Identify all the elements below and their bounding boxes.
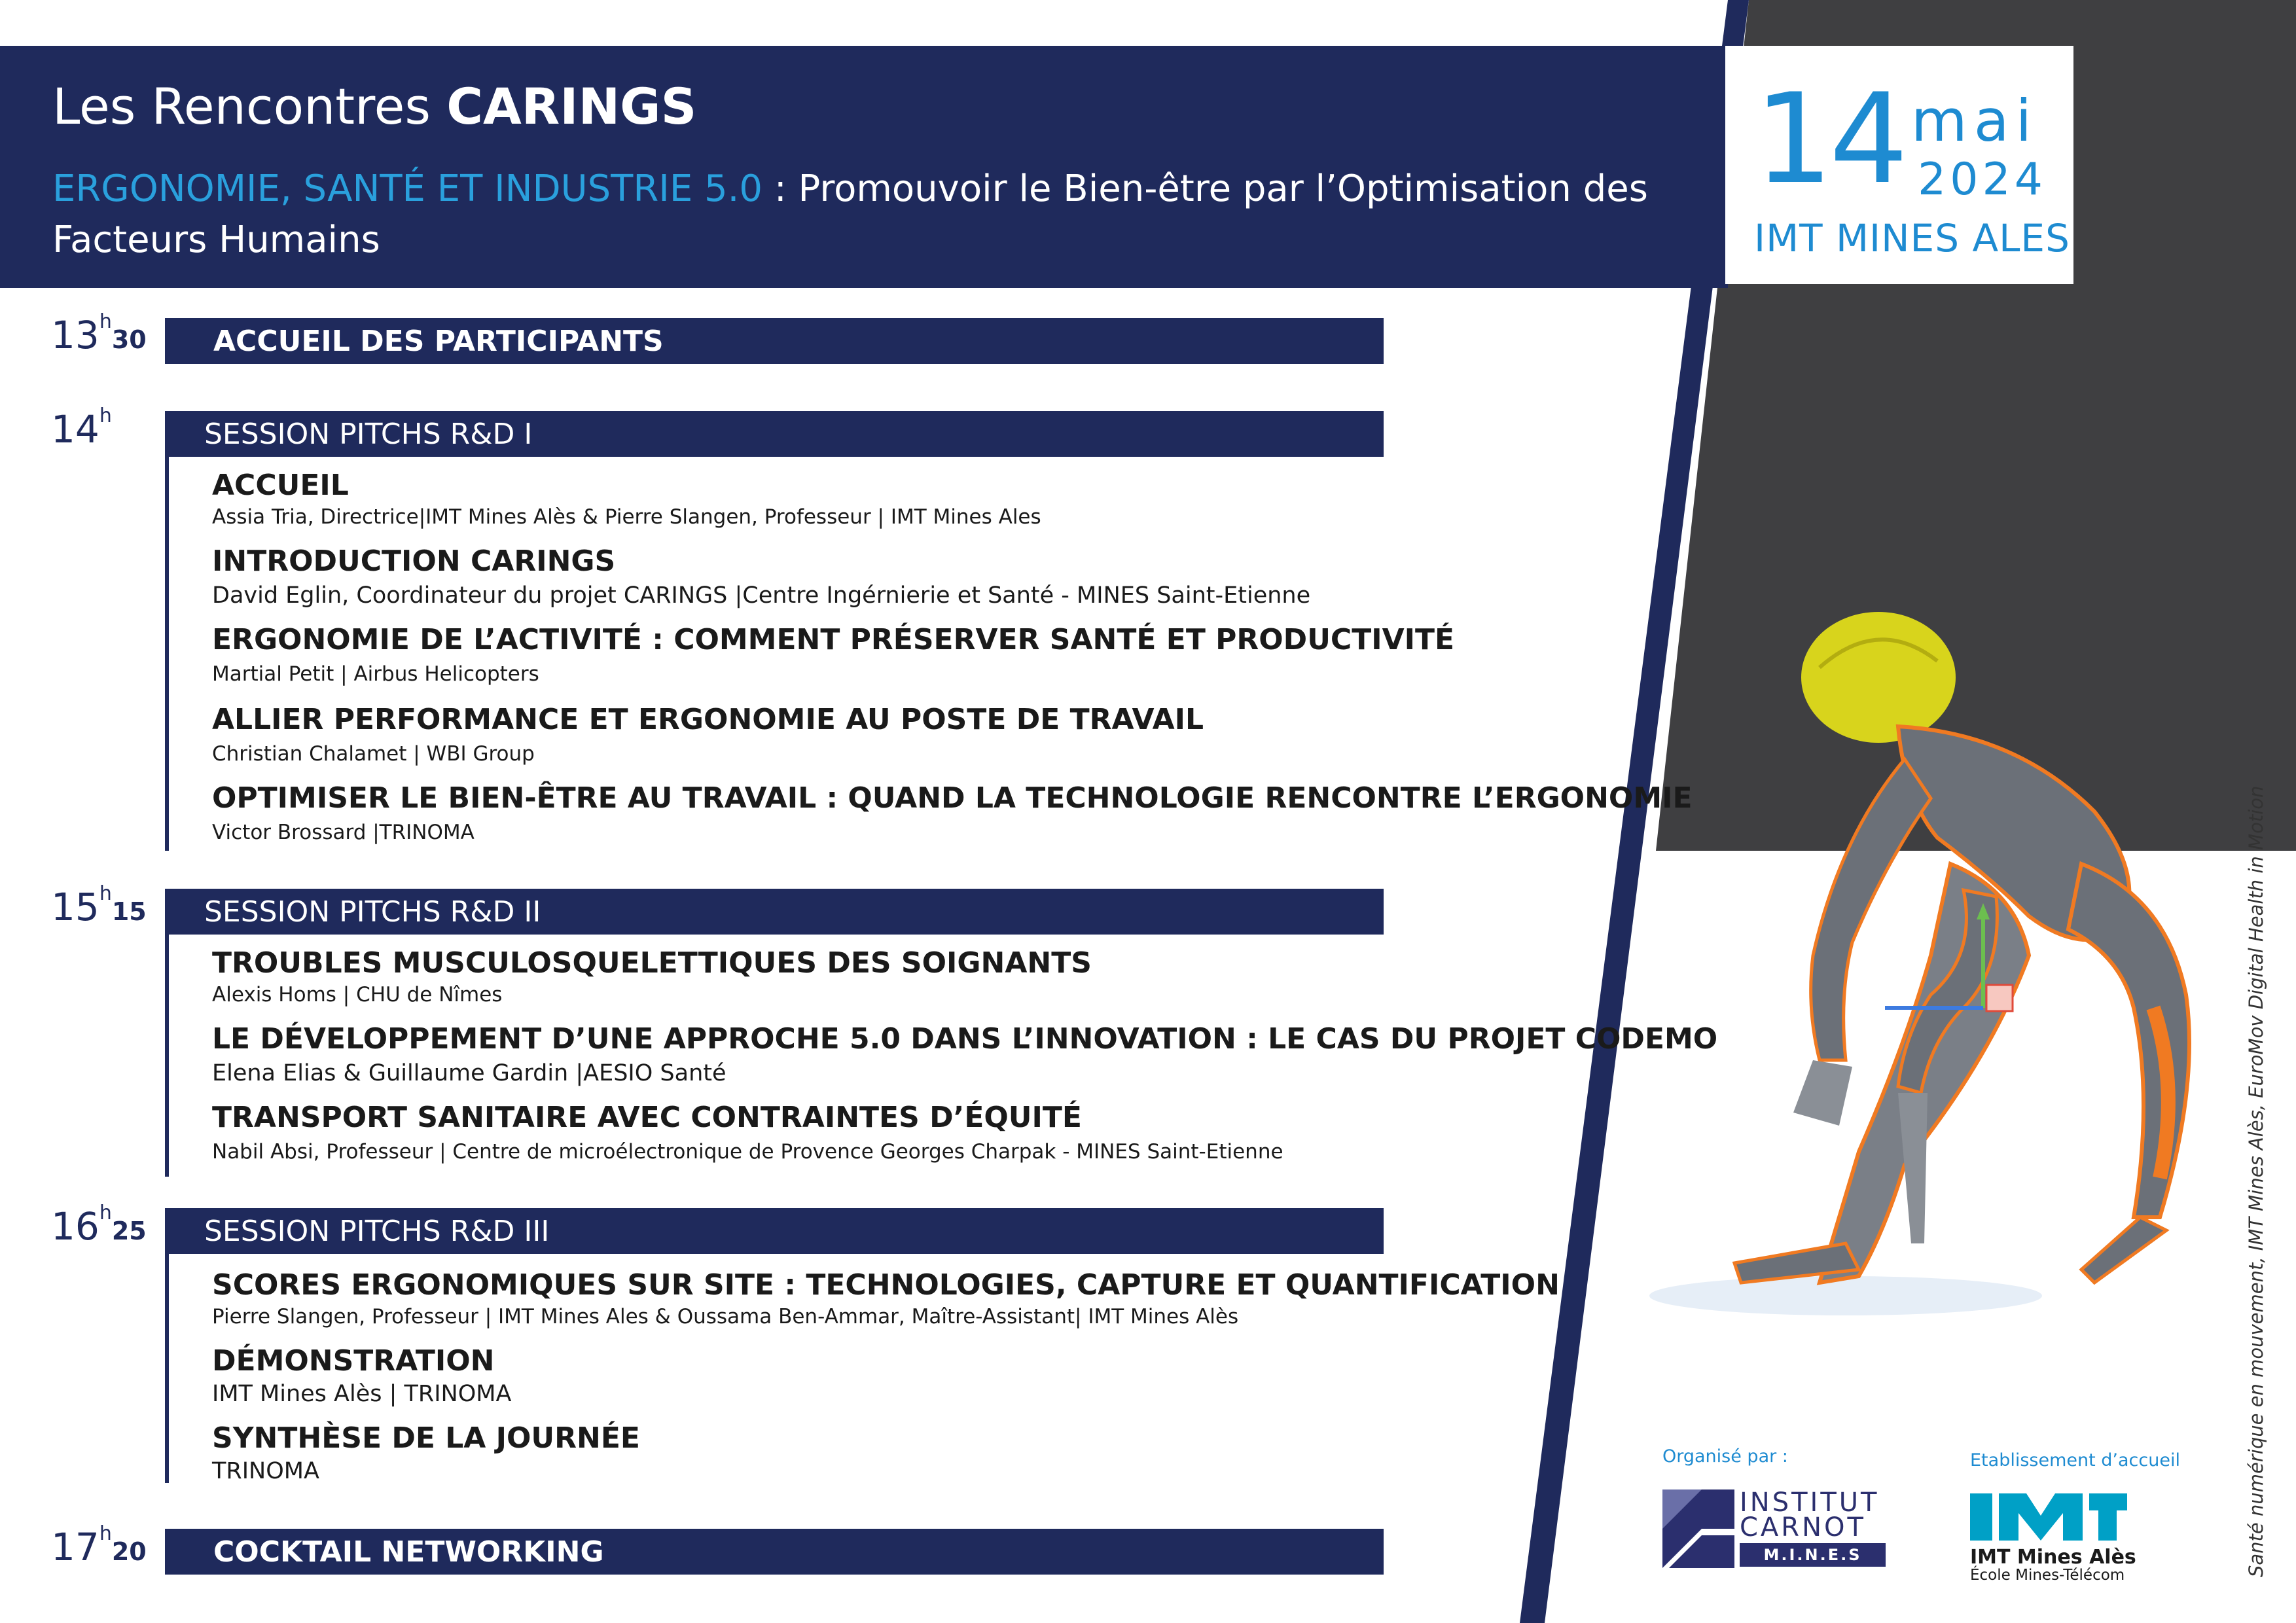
time-1515: 15$^h$15 xyxy=(51,882,147,929)
agenda-bar-welcome: ACCUEIL DES PARTICIPANTS xyxy=(165,318,1384,364)
item-title: ACCUEIL xyxy=(212,469,349,502)
item-title: ALLIER PERFORMANCE ET ERGONOMIE AU POSTE DE TRAVAIL xyxy=(212,703,1204,736)
session-bar-2: SESSION PITCHS R&D II xyxy=(165,889,1384,935)
item-title: TROUBLES MUSCULOSQUELETTIQUES DES SOIGNANTS xyxy=(212,946,1092,980)
item-speakers: TRINOMA xyxy=(212,1458,319,1484)
time-1720: 17$^h$20 xyxy=(51,1522,147,1569)
carnot-line2: CARNOT xyxy=(1740,1512,1866,1543)
item-title: OPTIMISER LE BIEN-ÊTRE AU TRAVAIL : QUAND LA TECHNOLOGIE RENCONTRE L’ERGONOMIE xyxy=(212,781,1693,815)
session-bar-1: SESSION PITCHS R&D I xyxy=(165,411,1384,457)
image-credit: Santé numérique en mouvement, IMT Mines Alès, EuroMov Digital Health in Motion xyxy=(2245,785,2267,1577)
imt-mark-icon xyxy=(1970,1493,2127,1541)
imt-name: IMT Mines Alès xyxy=(1970,1546,2136,1569)
session-bar-3: SESSION PITCHS R&D III xyxy=(165,1208,1384,1254)
time-1330: 13$^h$30 xyxy=(51,310,147,357)
host-label: Etablissement d’accueil xyxy=(1970,1450,2180,1471)
carnot-line1: INSTITUT xyxy=(1740,1488,1880,1518)
item-speakers: Alexis Homs | CHU de Nîmes xyxy=(212,983,503,1007)
item-title: ERGONOMIE DE L’ACTIVITÉ : COMMENT PRÉSERVER SANTÉ ET PRODUCTIVITÉ xyxy=(212,623,1455,656)
item-speakers: Christian Chalamet | WBI Group xyxy=(212,742,535,766)
item-speakers: Elena Elias & Guillaume Gardin |AESIO Santé xyxy=(212,1060,726,1086)
date-year: 2024 xyxy=(1918,154,2047,205)
item-speakers: Nabil Absi, Professeur | Centre de microélectronique de Provence Georges Charpak - MINES Saint-Etienne xyxy=(212,1140,1283,1164)
page-subtitle xyxy=(52,164,1656,266)
subtitle-rest: : Promouvoir le Bien-être par l’Optimisation des Facteurs Humains xyxy=(52,168,1648,261)
carnot-mark-icon xyxy=(1662,1489,1734,1568)
date-month: mai xyxy=(1911,87,2039,154)
item-speakers: IMT Mines Alès | TRINOMA xyxy=(212,1381,512,1407)
item-speakers: David Eglin, Coordinateur du projet CARINGS |Centre Ingérnierie et Santé - MINES Saint-Etienne xyxy=(212,582,1311,609)
subtitle-accent: ERGONOMIE, SANTÉ ET INDUSTRIE 5.0 xyxy=(52,168,763,210)
session-1-rule xyxy=(165,411,169,851)
item-title: SCORES ERGONOMIQUES SUR SITE : TECHNOLOGIES, CAPTURE ET QUANTIFICATION xyxy=(212,1268,1560,1302)
organized-by-label: Organisé par : xyxy=(1662,1446,1788,1467)
carnot-line3: M.I.N.E.S xyxy=(1740,1543,1886,1567)
helmet-shape xyxy=(1801,612,1956,743)
imt-sub: École Mines-Télécom xyxy=(1970,1567,2125,1584)
time-1625: 16$^h$25 xyxy=(51,1202,147,1249)
item-speakers: Victor Brossard |TRINOMA xyxy=(212,821,475,844)
session-3-rule xyxy=(165,1208,169,1483)
item-title: LE DÉVELOPPEMENT D’UNE APPROCHE 5.0 DANS L’INNOVATION : LE CAS DU PROJET CODEMO xyxy=(212,1022,1718,1056)
item-title: TRANSPORT SANITAIRE AVEC CONTRAINTES D’ÉQUITÉ xyxy=(212,1101,1082,1134)
item-title: DÉMONSTRATION xyxy=(212,1344,495,1378)
item-title: SYNTHÈSE DE LA JOURNÉE xyxy=(212,1421,640,1455)
motion-capture-figure-illustration xyxy=(1623,589,2284,1342)
item-speakers: Assia Tria, Directrice|IMT Mines Alès & Pierre Slangen, Professeur | IMT Mines Ales xyxy=(212,505,1041,529)
time-14: 14$^h$ xyxy=(51,404,112,452)
imt-mines-ales-logo xyxy=(1970,1493,2136,1584)
item-speakers: Pierre Slangen, Professeur | IMT Mines Ales & Oussama Ben-Ammar, Maître-Assistant| IMT Mines Alès xyxy=(212,1305,1239,1329)
agenda-bar-cocktail: COCKTAIL NETWORKING xyxy=(165,1529,1384,1575)
session-2-rule xyxy=(165,889,169,1177)
page-title: Les Rencontres CARINGS xyxy=(52,77,697,135)
date-day: 14 xyxy=(1754,67,1905,211)
item-title: INTRODUCTION CARINGS xyxy=(212,544,616,578)
item-speakers: Martial Petit | Airbus Helicopters xyxy=(212,662,539,686)
date-venue: IMT MINES ALES xyxy=(1754,216,2070,260)
institut-carnot-logo xyxy=(1662,1489,1888,1568)
